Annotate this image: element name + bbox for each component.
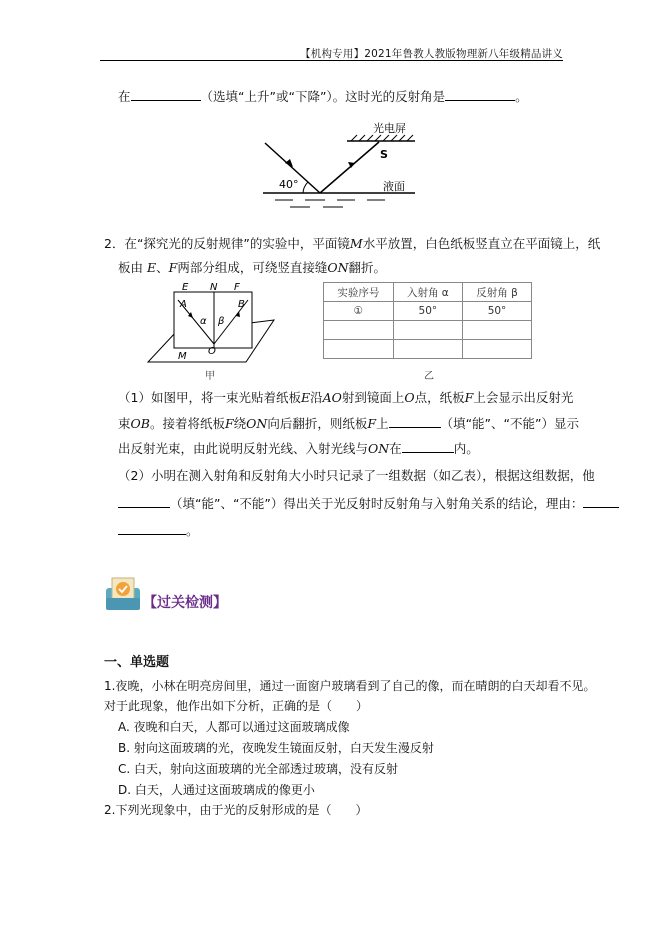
q2-text-1: 2．在“探究光的反射规律”的实验中，平面镜 [104,236,350,251]
caption-yi: 乙 [424,371,434,382]
q2-line-1 [104,236,600,252]
page-header: 【机构专用】2021年鲁教人教版物理新八年级精品讲义 [300,48,563,60]
label-n: N [210,282,218,293]
table-cell [463,340,532,359]
sub2-blank-3[interactable] [118,521,186,535]
figure-liquid-reflection [255,118,425,218]
table-cell [393,321,462,340]
q1-blank-1[interactable] [131,87,201,101]
sub1-var: ON [246,416,268,431]
sub2-line-1: （2）小明在测入射角和反射角大小时只记录了一组数据（如乙表），根据这组数据，他 [118,468,595,483]
q1-blank-2[interactable] [445,87,515,101]
table-cell [324,340,394,359]
figure-jia-apparatus [146,280,276,380]
liquid-dashes [275,200,385,207]
label-b: B [238,299,245,310]
q1-text-pre: 在 [118,89,131,104]
sub2-text: （填“能”、“不能”）得出关于光反射时反射角与入射角关系的结论，理由： [170,496,584,511]
section-badge-title: 【过关检测】 [143,595,227,611]
mc1-option-c[interactable]: C. 白天，射向这面玻璃的光全部透过玻璃，没有反射 [118,762,399,776]
sub2-blank-1[interactable] [118,494,170,508]
sub1-var: AO [322,390,342,405]
table-row [324,302,532,321]
table-row [324,321,532,340]
mc1-stem-1: 1.夜晚，小林在明亮房间里，通过一面窗户玻璃看到了自己的像，而在晴朗的白天却看不见。 [104,679,596,693]
sub1-var: F [367,416,377,431]
section-title: 一、单选题 [104,655,170,670]
mc1-option-a[interactable]: A. 夜晚和白天，人都可以通过这面玻璃成像 [118,720,350,734]
q2-var-on: ON [327,260,349,275]
sub1-text: 内。 [453,441,479,456]
liquid-label: 液面 [383,180,405,193]
sub1-var: F [464,390,474,405]
q2-sep: 、 [156,260,169,275]
table-header-row [324,283,532,302]
angle-label: 40° [279,178,299,191]
sub1-text: 射到镜面上 [341,390,405,405]
label-m: M [178,351,187,362]
table-cell: ① [324,302,394,321]
sub2-blank-2[interactable] [583,494,619,508]
sub1-text: 出反射光束，由此说明反射光线、入射光线与 [118,441,369,456]
sub2-text: 。 [186,523,199,538]
mc1-option-b[interactable]: B. 射向这面玻璃的光，夜晚发生镜面反射，白天发生漫反射 [118,741,434,755]
sub1-text: 点，纸板 [414,390,465,405]
label-o: O [208,346,216,357]
q1-text-mid: （选填“上升”或“下降”）。这时光的反射角是 [200,89,446,104]
angle-arc [303,182,308,193]
q1-continuation [118,87,528,105]
table-cell [463,321,532,340]
label-alpha: α [200,316,207,327]
table-cell [324,321,394,340]
q1-text-end: 。 [515,89,528,104]
table-row [324,340,532,359]
table-cell: 50° [463,302,532,321]
q2-text-2a: 板由 [118,260,144,275]
sub1-text: 绕 [233,416,247,431]
sub1-text: 束 [118,416,131,431]
mc2-stem: 2.下列光现象中，由于光的反射形成的是（ ） [104,803,368,817]
data-table [323,282,532,359]
table-header: 实验序号 [324,283,394,302]
sub1-text: 沿 [310,390,323,405]
table-cell: 50° [393,302,462,321]
screen-label: 光电屏 [373,122,406,135]
sub1-text: （1）如图甲，将一束光贴着纸板 [118,390,301,405]
table-header: 反射角 β [463,283,532,302]
label-e: E [182,282,189,293]
sub1-text: 上会显示出反射光 [473,390,574,405]
label-a: A [180,299,187,310]
table-header: 入射角 α [393,283,462,302]
checkmark-badge-icon [104,574,142,612]
sub1-var: F [224,416,234,431]
label-beta: β [218,316,225,327]
sub1-blank-2[interactable] [402,439,454,453]
reflected-ray [320,142,379,193]
q2-var-e: E [147,260,157,275]
mc1-stem-2: 对于此现象，他作出如下分析，正确的是（ ） [104,699,369,713]
q2-text-1b: 水平放置，白色纸板竖直立在平面镜上，纸 [362,236,601,251]
point-s-label: S [380,148,388,161]
sub1-text: 在 [389,441,402,456]
sub2-line-3 [118,521,199,539]
q2-text-2c: 翻折。 [348,260,387,275]
label-f: F [234,282,240,293]
sub1-var: ON [368,441,390,456]
table-cell [393,340,462,359]
screen-hatch [351,135,413,141]
caption-jia: 甲 [205,371,215,382]
q2-line-2 [118,260,386,276]
sub1-text: 向后翻折，则纸板 [267,416,368,431]
sub2-line-2 [118,494,619,512]
q2-var-f: F [168,260,178,275]
q2-text-2b: 两部分组成，可绕竖直接缝 [177,260,328,275]
header-divider [100,60,563,61]
sub1-blank-1[interactable] [389,414,441,428]
q2-var-m: M [349,236,363,251]
badge-front [106,598,140,610]
sub1-text: （填“能”、“不能”）显示 [440,416,579,431]
sub1-line-2 [118,414,579,432]
sub1-text: 。接着将纸板 [149,416,225,431]
sub1-text: 上 [376,416,389,431]
sub1-line-3 [118,439,479,457]
sub1-var: OB [130,416,150,431]
sub1-var: O [404,390,415,405]
sub1-var: E [300,390,311,405]
sub1-line-1 [118,390,573,406]
mc1-option-d[interactable]: D. 白天，人通过这面玻璃成的像更小 [118,783,315,797]
badge-circle [116,582,130,596]
